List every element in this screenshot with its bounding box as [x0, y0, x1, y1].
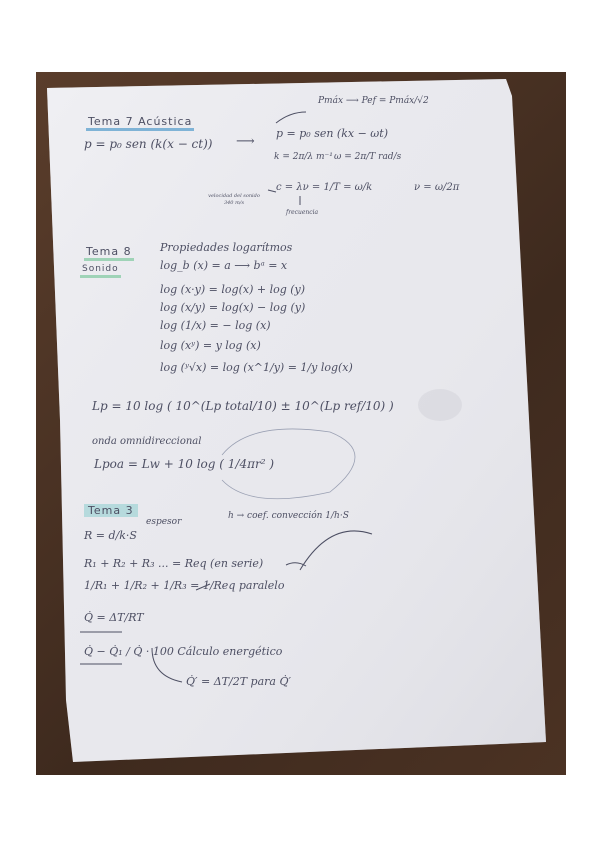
- log-def: log_b (x) = a ⟶ bᵃ = x: [160, 259, 288, 272]
- log-quotient: log (x/y) = log(x) − log (y): [160, 301, 306, 314]
- onda-label: onda omnidireccional: [92, 436, 202, 447]
- resistance-formula: R = d/k·S: [84, 529, 137, 542]
- tema7-eq-pressure: p = p₀ sen (k(x − ct)): [84, 137, 213, 151]
- tema8-subtitle: Sonido: [80, 265, 121, 278]
- tema7-pmax: Pmáx ⟶ Pef = Pmáx/√2: [318, 96, 429, 106]
- note-sound-speed: velocidad del sonido 340 m/s: [208, 193, 260, 206]
- log-inverse: log (1/x) = − log (x): [160, 319, 271, 332]
- arrow-icon: ⟶: [236, 134, 255, 149]
- parallel-formula: 1/R₁ + 1/R₂ + 1/R₃ = 1/Req paralelo: [84, 579, 285, 592]
- log-properties-title: Propiedades logarítmos: [160, 241, 293, 254]
- tema7-w-def: ω = 2π/T rad/s: [334, 152, 402, 162]
- series-formula: R₁ + R₂ + R₃ ... = Req (en serie): [84, 557, 264, 570]
- lpoa-formula: Lpoa = Lw + 10 log ( 1/4πr² ): [94, 457, 275, 471]
- heat-flow-formula: Q̇ = ΔT/RT: [84, 611, 144, 624]
- tema3-title: Tema 3: [84, 504, 138, 517]
- lp-formula: Lp = 10 log ( 10^(Lp total/10) ± 10^(Lp ref/10) ): [92, 399, 394, 413]
- espesor-note: espesor: [146, 517, 182, 527]
- note-frequency: frecuencia: [286, 209, 319, 216]
- log-root: log (ʸ√x) = log (x^1/y) = 1/y log(x): [160, 361, 353, 374]
- tema7-c-def: c = λν = 1/T = ω/k: [276, 182, 373, 193]
- tema8-title: Tema 8: [84, 246, 134, 261]
- log-product: log (x·y) = log(x) + log (y): [160, 283, 306, 296]
- tema7-nu-def: ν = ω/2π: [414, 182, 460, 193]
- log-power: log (xʸ) = y log (x): [160, 339, 261, 352]
- tema7-k-def: k = 2π/λ m⁻¹: [274, 152, 333, 162]
- q-prime-formula: Q̇′ = ΔT/2T para Q̇′: [186, 675, 291, 688]
- tema7-title: Tema 7 Acústica: [86, 116, 194, 131]
- energy-ratio: Q̇ − Q̇₁ / Q̇ · 100 Cálculo energético: [84, 645, 283, 658]
- convection-note: h → coef. convección 1/h·S: [228, 511, 349, 521]
- tema7-eq-wave: p = p₀ sen (kx − ωt): [276, 127, 388, 140]
